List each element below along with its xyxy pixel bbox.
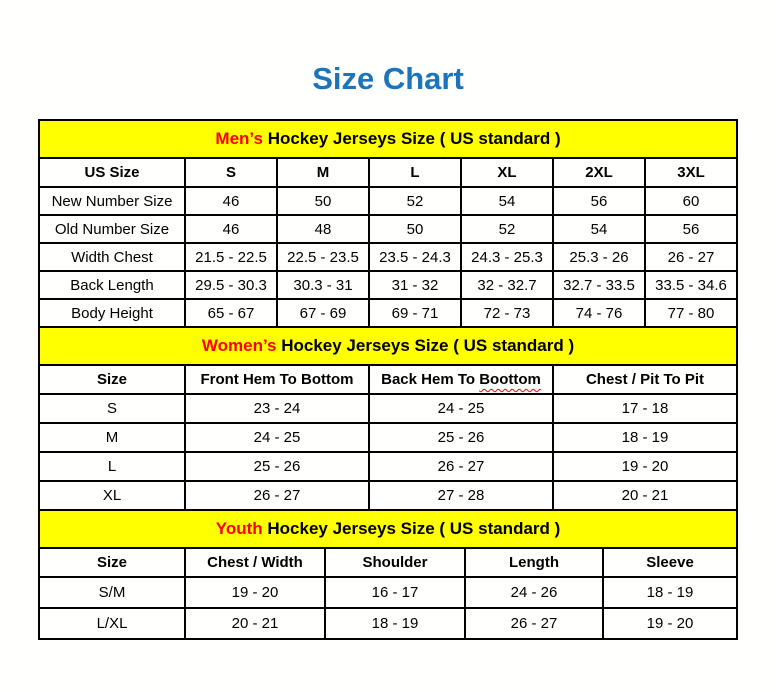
mens-size-cell: 52: [369, 187, 461, 215]
youth-band-row: [39, 510, 737, 548]
youth-column-header: Size: [39, 548, 185, 577]
youth-column-header: Length: [465, 548, 603, 577]
womens-size-cell: 25 - 26: [185, 452, 369, 481]
youth-size-cell: 16 - 17: [325, 577, 465, 608]
mens-size-cell: 24.3 - 25.3: [461, 243, 553, 271]
youth-size-cell: 18 - 19: [603, 577, 737, 608]
youth-size-cell: 20 - 21: [185, 608, 325, 639]
youth-size-table: [38, 509, 738, 640]
mens-column-header: XL: [461, 158, 553, 187]
mens-size-cell: 32.7 - 33.5: [553, 271, 645, 299]
mens-size-cell: 56: [553, 187, 645, 215]
mens-size-cell: 32 - 32.7: [461, 271, 553, 299]
youth-row-label: L/XL: [39, 608, 185, 639]
mens-size-cell: 74 - 76: [553, 299, 645, 327]
mens-header-row: [39, 158, 737, 187]
mens-table-row: [39, 215, 737, 243]
mens-row-label: Body Height: [39, 299, 185, 327]
youth-column-header: Sleeve: [603, 548, 737, 577]
mens-row-label: Old Number Size: [39, 215, 185, 243]
mens-size-cell: 54: [461, 187, 553, 215]
youth-band-rest: Hockey Jerseys Size ( US standard ): [262, 519, 561, 538]
youth-table-row: [39, 577, 737, 608]
womens-size-cell: 17 - 18: [553, 394, 737, 423]
mens-size-cell: 30.3 - 31: [277, 271, 369, 299]
mens-row-label: Width Chest: [39, 243, 185, 271]
womens-row-label: L: [39, 452, 185, 481]
womens-band-title: [39, 327, 737, 365]
mens-size-cell: 46: [185, 215, 277, 243]
womens-size-cell: 23 - 24: [185, 394, 369, 423]
womens-row-label: XL: [39, 481, 185, 510]
womens-row-label: S: [39, 394, 185, 423]
youth-band-title: [39, 510, 737, 548]
mens-size-table: [38, 119, 738, 328]
mens-column-header: S: [185, 158, 277, 187]
mens-table-row: [39, 243, 737, 271]
womens-size-cell: 26 - 27: [185, 481, 369, 510]
mens-band-title: [39, 120, 737, 158]
mens-size-cell: 48: [277, 215, 369, 243]
mens-band-highlight: Men’s: [215, 129, 263, 148]
mens-column-header: M: [277, 158, 369, 187]
mens-column-header: 3XL: [645, 158, 737, 187]
womens-column-header: Chest / Pit To Pit: [553, 365, 737, 394]
mens-size-cell: 60: [645, 187, 737, 215]
youth-row-label: S/M: [39, 577, 185, 608]
womens-size-cell: 26 - 27: [369, 452, 553, 481]
womens-band-row: [39, 327, 737, 365]
mens-size-cell: 50: [369, 215, 461, 243]
womens-band-highlight: Women’s: [201, 336, 277, 355]
mens-size-cell: 26 - 27: [645, 243, 737, 271]
mens-band-row: [39, 120, 737, 158]
youth-size-cell: 19 - 20: [603, 608, 737, 639]
womens-size-cell: 27 - 28: [369, 481, 553, 510]
womens-header-row: [39, 365, 737, 394]
youth-size-cell: 18 - 19: [325, 608, 465, 639]
mens-row-label: New Number Size: [39, 187, 185, 215]
mens-band-rest: Hockey Jerseys Size ( US standard ): [262, 129, 561, 148]
womens-table-row: [39, 394, 737, 423]
womens-table-row: [39, 481, 737, 510]
mens-size-cell: 50: [277, 187, 369, 215]
mens-size-cell: 29.5 - 30.3: [185, 271, 277, 299]
mens-column-header: L: [369, 158, 461, 187]
youth-band-highlight: Youth: [215, 519, 263, 538]
womens-column-header: Front Hem To Bottom: [185, 365, 369, 394]
youth-header-row: [39, 548, 737, 577]
size-tables: [38, 119, 738, 640]
mens-size-cell: 21.5 - 22.5: [185, 243, 277, 271]
page-title: Size Chart: [312, 61, 464, 96]
womens-band-rest: Hockey Jerseys Size ( US standard ): [276, 336, 575, 355]
womens-column-header: [369, 365, 553, 394]
mens-size-cell: 22.5 - 23.5: [277, 243, 369, 271]
mens-column-header: 2XL: [553, 158, 645, 187]
youth-size-cell: 26 - 27: [465, 608, 603, 639]
mens-size-cell: 54: [553, 215, 645, 243]
mens-row-label: Back Length: [39, 271, 185, 299]
mens-size-cell: 77 - 80: [645, 299, 737, 327]
mens-size-cell: 23.5 - 24.3: [369, 243, 461, 271]
mens-table-row: [39, 187, 737, 215]
youth-size-cell: 24 - 26: [465, 577, 603, 608]
womens-size-table: [38, 326, 738, 511]
mens-size-cell: 72 - 73: [461, 299, 553, 327]
mens-size-cell: 25.3 - 26: [553, 243, 645, 271]
womens-size-cell: 19 - 20: [553, 452, 737, 481]
mens-size-cell: 46: [185, 187, 277, 215]
header-text: Back Hem To: [381, 371, 480, 388]
mens-table-row: [39, 299, 737, 327]
mens-size-cell: 31 - 32: [369, 271, 461, 299]
mens-table-row: [39, 271, 737, 299]
womens-size-cell: 24 - 25: [185, 423, 369, 452]
womens-size-cell: 25 - 26: [369, 423, 553, 452]
youth-table-row: [39, 608, 737, 639]
mens-size-cell: 52: [461, 215, 553, 243]
womens-column-header: Size: [39, 365, 185, 394]
mens-column-header: US Size: [39, 158, 185, 187]
youth-column-header: Chest / Width: [185, 548, 325, 577]
misspelled-word: Boottom: [479, 371, 541, 388]
mens-size-cell: 56: [645, 215, 737, 243]
mens-size-cell: 65 - 67: [185, 299, 277, 327]
mens-size-cell: 69 - 71: [369, 299, 461, 327]
mens-size-cell: 67 - 69: [277, 299, 369, 327]
youth-size-cell: 19 - 20: [185, 577, 325, 608]
youth-column-header: Shoulder: [325, 548, 465, 577]
womens-table-row: [39, 423, 737, 452]
womens-size-cell: 24 - 25: [369, 394, 553, 423]
womens-table-row: [39, 452, 737, 481]
womens-size-cell: 20 - 21: [553, 481, 737, 510]
womens-row-label: M: [39, 423, 185, 452]
womens-size-cell: 18 - 19: [553, 423, 737, 452]
mens-size-cell: 33.5 - 34.6: [645, 271, 737, 299]
